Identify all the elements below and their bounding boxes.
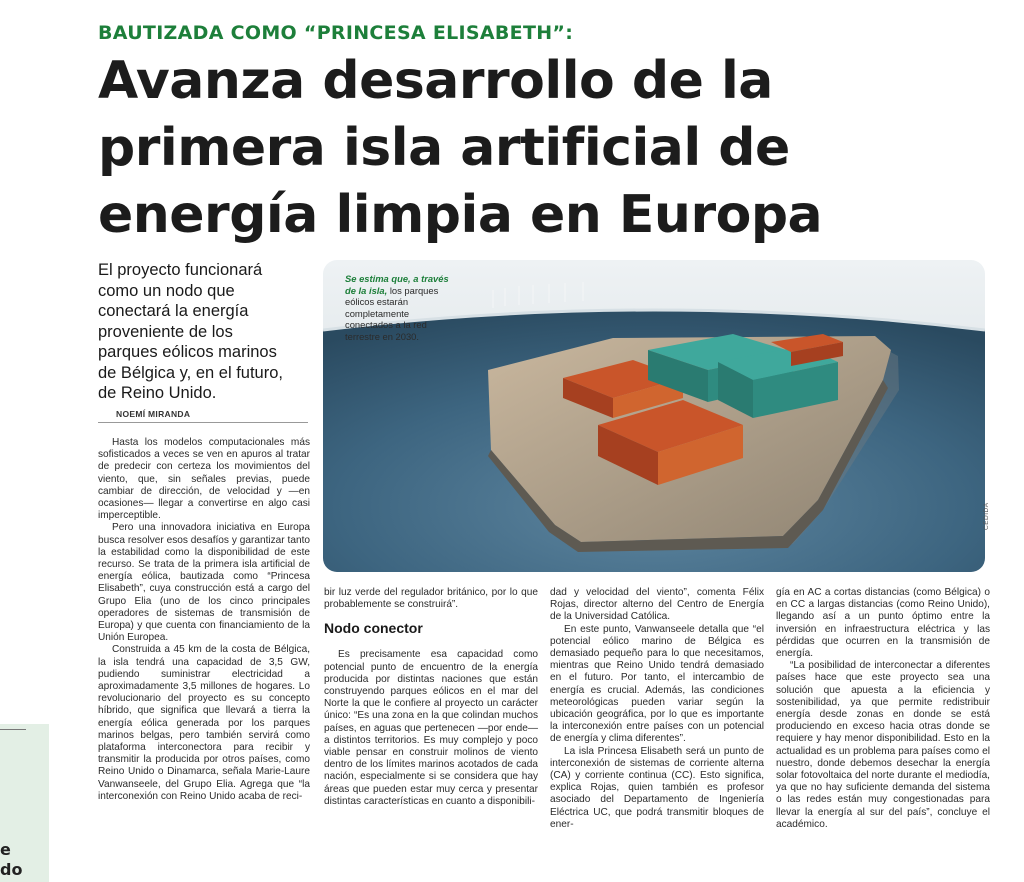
paragraph: “La posibilidad de interconectar a diferentes países hace que este proyecto sea una solución que apuesta a la eficiencia y sostenibilidad, ya que permite redistribuir energía desde zonas en donde se está produciendo en exceso hacia otras donde se requiere y hay menor disponibilidad. Esto en la actualidad es un problema para países como el nuestro, donde debemos desechar la energía solar fotovoltaica del norte durante el mediodía, ya que no hay suficiente demanda del sistema o las redes están muy congestionadas para llevar la energía al sur del país”, concluye el académico. bbox=[776, 660, 990, 830]
fragment-line: do bbox=[0, 860, 23, 879]
photo-credit: CEDIDA bbox=[983, 502, 990, 530]
deck-summary bbox=[98, 260, 324, 404]
body-column-1 bbox=[98, 437, 310, 803]
deck-line: de Reino Unido. bbox=[98, 384, 217, 402]
body-column-3 bbox=[550, 587, 764, 831]
caption-text: los parques eólicos estarán completamente conectados a la red terrestre en 2030. bbox=[345, 284, 439, 342]
kicker: BAUTIZADA COMO “PRINCESA ELISABETH”: bbox=[98, 22, 574, 44]
deck-line: de Bélgica y, en el futuro, bbox=[98, 363, 283, 382]
photo-caption bbox=[345, 273, 455, 342]
byline: NOEMÍ MIRANDA bbox=[116, 409, 191, 419]
body-column-4 bbox=[776, 587, 990, 831]
adjacent-article-fragment bbox=[0, 840, 22, 880]
headline bbox=[98, 48, 998, 249]
paragraph: bir luz verde del regulador británico, por lo que probablemente se construirá”. bbox=[324, 587, 538, 611]
adjacent-article-rule bbox=[0, 729, 26, 730]
deck-line: El proyecto funcionará bbox=[98, 261, 263, 279]
deck-line: como un nodo que bbox=[98, 281, 235, 300]
byline-divider bbox=[98, 422, 308, 423]
deck-line: proveniente de los bbox=[98, 322, 233, 341]
paragraph: Es precisamente esa capacidad como potencial punto de encuentro de la energía producida por distintas naciones que están construyendo parques eólicos en el mar del Norte la que le confiere al proyecto un carácter único: “Es una zona en la que colindan muchos países, en aguas que pertenecen —por ende— a distintos territorios. Es muy complejo y poco viable pensar en construir molinos de viento dentro de los límites marinos acotados de cada nación, especialmente si se considera que hay áreas que pueden estar muy cerca y presentar distintas características en cuanto a disponibili- bbox=[324, 649, 538, 807]
caption-lead: Se estima que, a través de la isla, bbox=[345, 273, 449, 296]
subhead: Nodo conector bbox=[324, 620, 423, 637]
paragraph: Construida a 45 km de la costa de Bélgica, la isla tendrá una capacidad de 3,5 GW, pudiendo suministrar electricidad a aproximadamente 3,5 millones de hogares. Lo revolucionario del proyecto es su concepto híbrido, que significa que llevará a tierra la energía eólica generada por los parques marinos belgas, pero también servirá como plataforma interconectora para recibir y transmitir la producida por otros países, como Reino Unido o Dinamarca, señala Marie-Laure Vanwanseele, del Grupo Elia. Agrega que “la interconexión con Reino Unido acaba de reci- bbox=[98, 644, 310, 802]
paragraph: La isla Princesa Elisabeth será un punto de interconexión de sistemas de corriente alterna (CA) y corriente continua (CC). Esto significa, explica Rojas, quien también es profesor asociado del Departamento de Ingeniería Eléctrica UC, que podrá transmitir bloques de ener- bbox=[550, 745, 764, 830]
paragraph: Hasta los modelos computacionales más sofisticados a veces se ven en apuros al tratar de predecir con certeza los movimientos del viento, que, sin señales previas, puede cambiar de dirección, de velocidad y —en ocasiones— llegar a convertirse en algo casi imperceptible. bbox=[98, 437, 310, 522]
headline-line-1: Avanza desarrollo de la bbox=[98, 51, 773, 111]
deck-line: parques eólicos marinos bbox=[98, 343, 277, 361]
body-column-2 bbox=[324, 587, 538, 808]
paragraph: gía en AC a cortas distancias (como Bélgica) o en CC a largas distancias (como Reino Unido), llegando así a un punto óptimo entre la inversión en infraestructura eléctrica y las pérdidas que ocurren en la transmisión de energía. bbox=[776, 587, 990, 660]
paragraph: Pero una innovadora iniciativa en Europa busca resolver esos desafíos y garantizar tanto la estabilidad como la disponibilidad de este recurso. Se trata de la primera isla artificial de energía eólica, bautizada como “Princesa Elisabeth”, cuya construcción está a cargo del Grupo Elia (uno de los cinco principales operadores de sistemas de transmisión de Europa) y que cuenta con financiamiento de la Unión Europea. bbox=[98, 522, 310, 644]
headline-line-3: energía limpia en Europa bbox=[98, 185, 823, 245]
paragraph: dad y velocidad del viento”, comenta Félix Rojas, director alterno del Centro de Energía de la Universidad Católica. bbox=[550, 587, 764, 623]
fragment-line: e bbox=[0, 840, 11, 859]
headline-line-2: primera isla artificial de bbox=[98, 118, 790, 178]
deck-line: conectará la energía bbox=[98, 302, 249, 320]
paragraph: En este punto, Vanwanseele detalla que “el potencial eólico marino de Bélgica es demasiado pequeño para lo que necesitamos, mientras que Reino Unido tendrá demasiado en el futuro. Por tanto, el intercambio de energía es crucial. Además, las condiciones meteorológicas pueden variar según la ubicación geográfica, por lo que es importante la interconexión entre países con un potencial de energía y clima diferentes”. bbox=[550, 623, 764, 745]
